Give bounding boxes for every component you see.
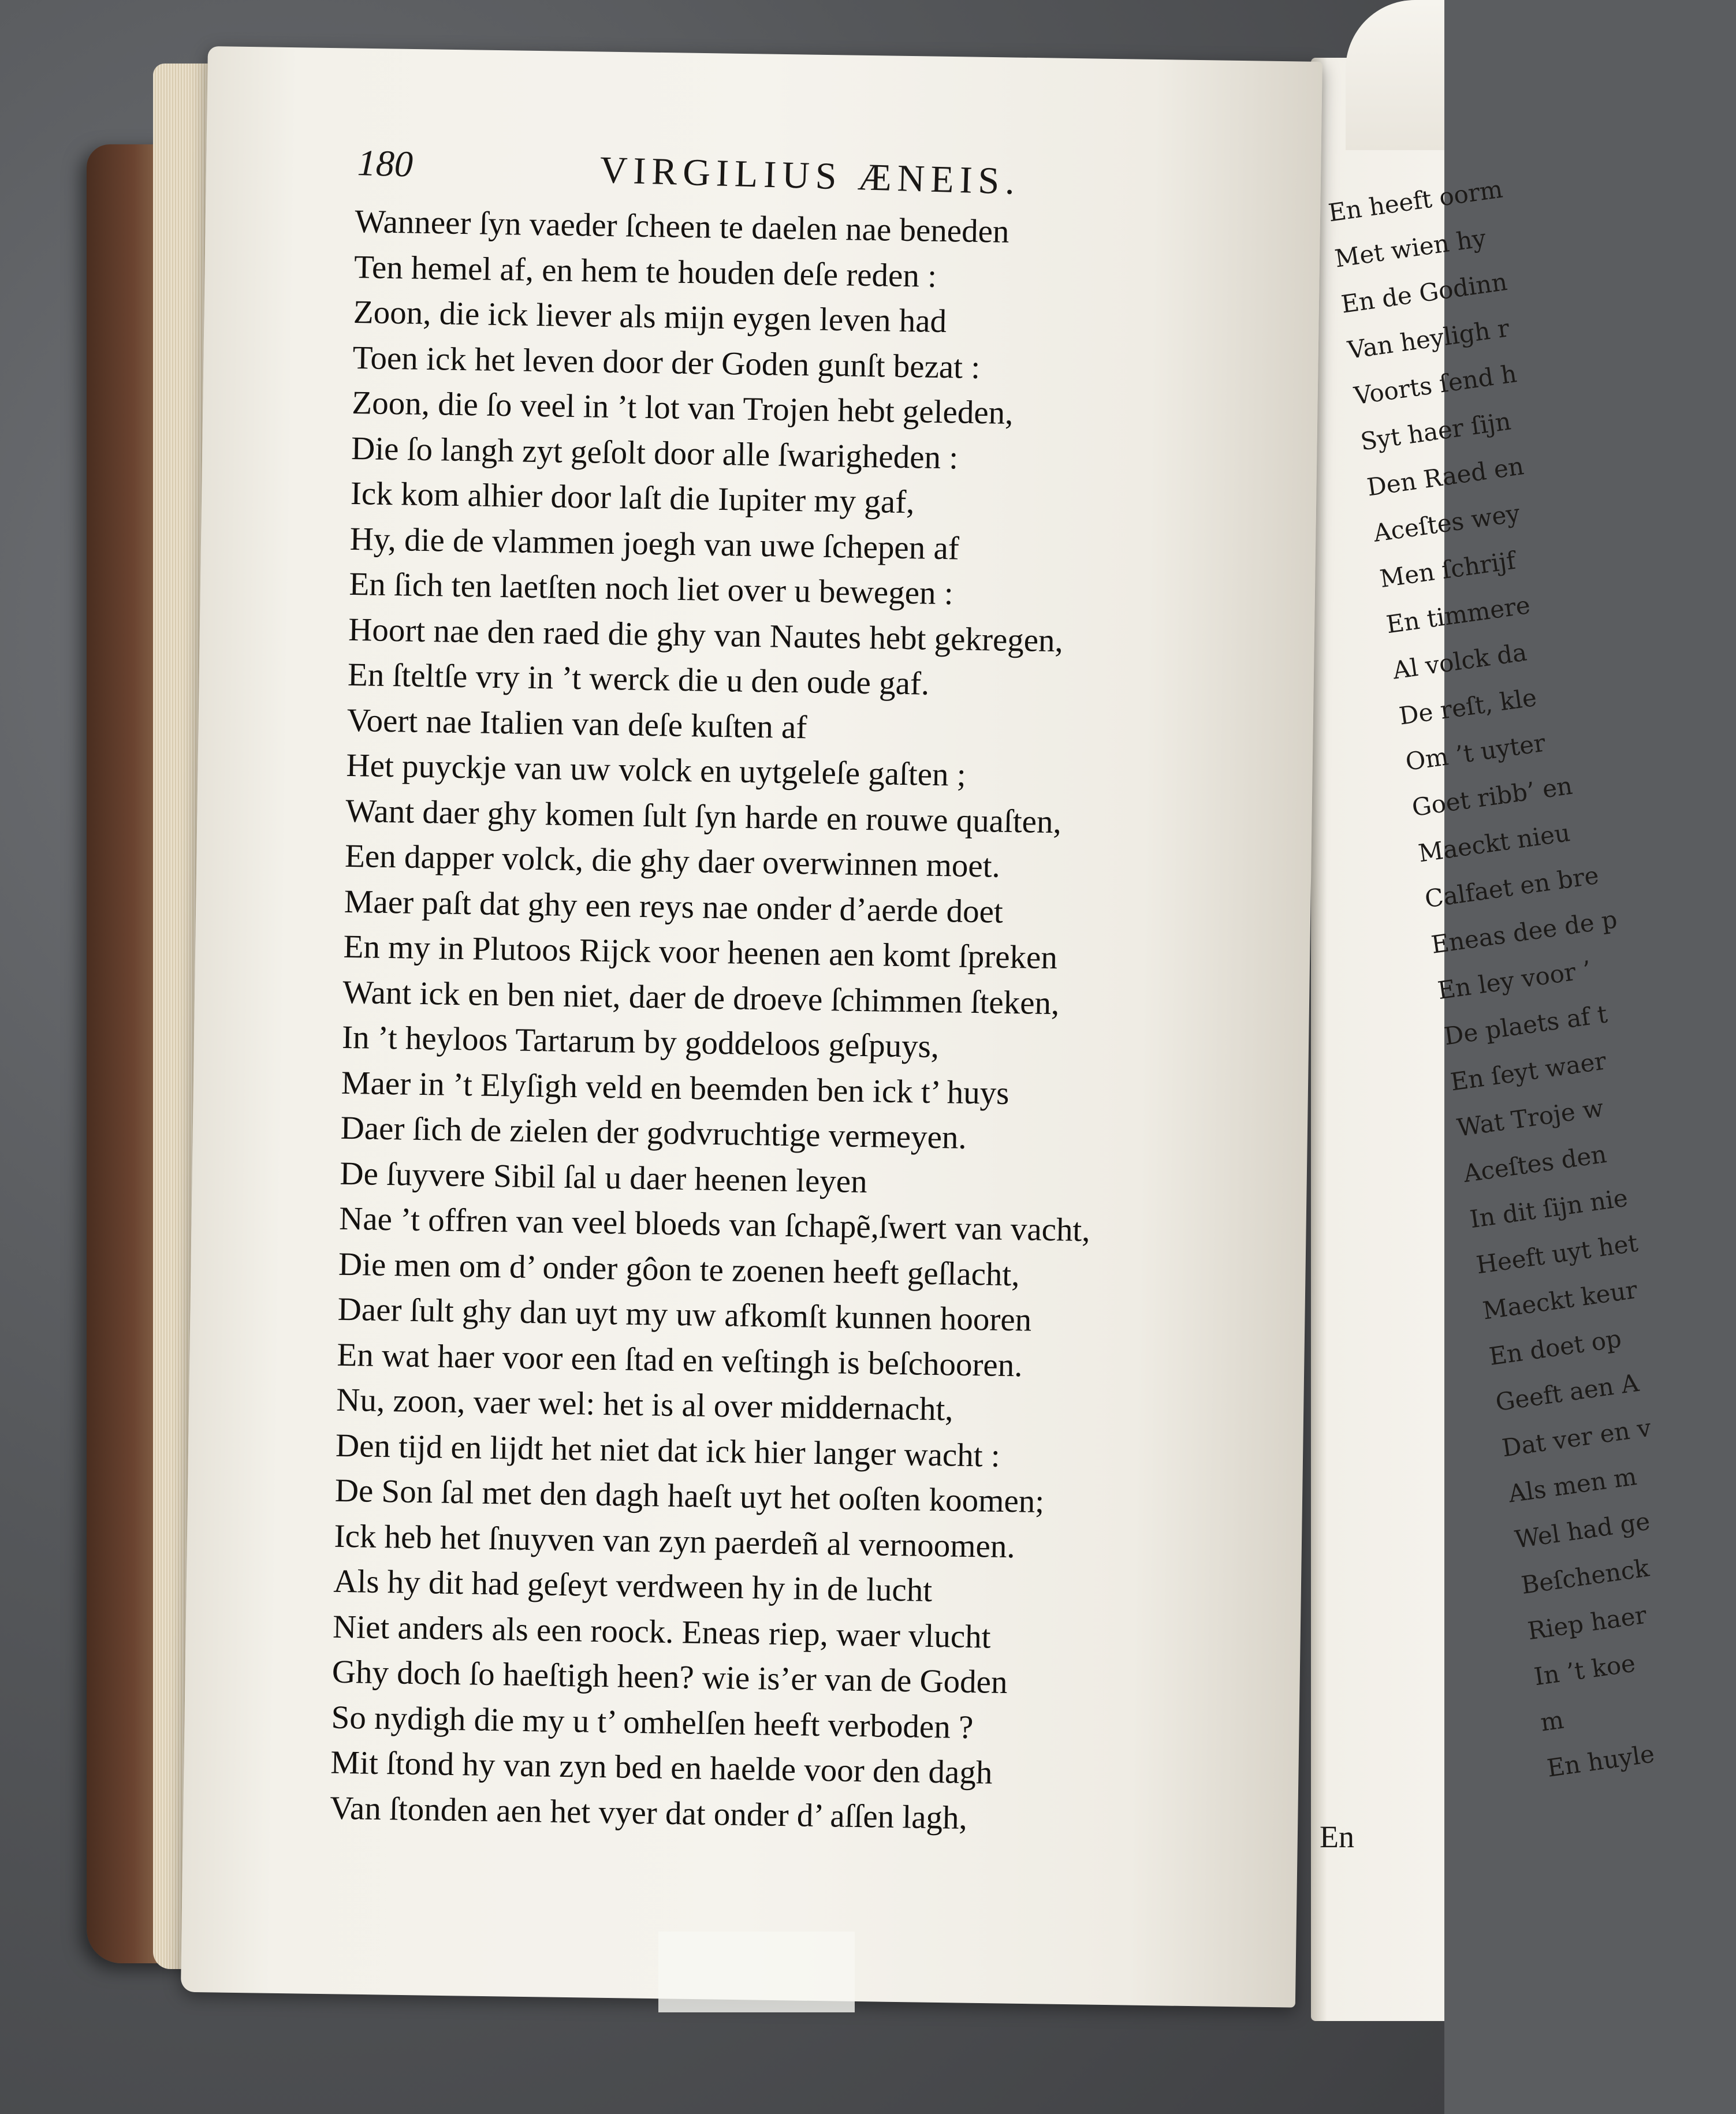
right-page-line: Men ſchrijf (1378, 546, 1518, 594)
right-page-line: Met wien hy (1333, 223, 1488, 273)
right-page-line: De plaets af t (1442, 1000, 1610, 1051)
verse-line: Het puyckje van uw volck en uytgeleſe gaſten ; (346, 747, 967, 793)
right-page-line: Beſchenck (1519, 1553, 1651, 1600)
right-page-line: In dit ſijn nie (1468, 1183, 1630, 1234)
running-title: VIRGILIUS ÆNEIS. (599, 148, 1021, 203)
right-page-line: Voorts ſend h (1352, 359, 1519, 411)
right-page-line: Geeft aen A (1493, 1368, 1641, 1417)
verse-line: Maer in ’t Elyſigh veld en beemden ben ick t’ huys (341, 1064, 1009, 1112)
verse-line: Ten hemel af, en hem te houden deſe reden : (353, 248, 937, 294)
verse-line: Nu, zoon, vaer wel: het is al over middernacht, (336, 1381, 954, 1428)
paper-patch (658, 1932, 855, 2012)
right-page-line: Aceſtes den (1461, 1139, 1608, 1188)
verse-line: En ſich ten laetſten noch liet over u bewegen : (349, 565, 954, 612)
verse-line: So nydigh die my u t’ omhelſen heeft verboden ? (331, 1699, 974, 1746)
right-page-line: Van heyligh r (1346, 314, 1511, 365)
verse-line: Mit ſtond hy van zyn bed en haelde voor den dagh (330, 1744, 993, 1791)
verse-line: Daer ſult ghy dan uyt my uw afkomſt kunnen hooren (337, 1291, 1032, 1339)
verse-line: Niet anders als een roock. Eneas riep, waer vlucht (332, 1608, 992, 1656)
verse-line: Hoort nae den raed die ghy van Nautes hebt gekregen, (348, 611, 1064, 659)
verse-line: Als hy dit had geſeyt verdween hy in de lucht (333, 1563, 933, 1609)
right-page-line: En huyle (1545, 1739, 1656, 1783)
page-number: 180 (356, 141, 413, 185)
right-page-line: Syt haer ſijn (1358, 407, 1513, 456)
right-page-line: Wel had ge (1513, 1507, 1652, 1554)
right-page-line: Maeckt keur (1481, 1275, 1640, 1325)
right-page-line: Riep haer (1526, 1600, 1649, 1646)
verse-line: Een dapper volck, die ghy daer overwinnen moet. (344, 837, 1001, 885)
right-page-line: Den Raed en (1365, 452, 1526, 502)
verse-line: Nae ’t offren van veel bloeds van ſchapẽ,ſwert van vacht, (338, 1200, 1091, 1249)
verse-line: De Son ſal met den dagh haeſt uyt het ooſten koomen; (334, 1472, 1045, 1520)
right-page-line: En doet op (1487, 1324, 1623, 1371)
right-page-line: En timmere (1384, 590, 1532, 639)
verse-line: Zoon, die ick liever als mijn eygen leven had (353, 293, 947, 340)
verse-line: Ick kom alhier door laſt die Iupiter my gaf, (350, 475, 915, 521)
verse-line: Hy, die de vlammen joegh van uwe ſchepen af (349, 520, 960, 566)
verse-line: Die men om d’ onder gôon te zoenen heeft geſlacht, (338, 1246, 1020, 1293)
right-page-line: m (1538, 1705, 1566, 1737)
right-page-line: Wat Troje w (1455, 1093, 1605, 1142)
verse-line: In ’t heyloos Tartarum by goddeloos geſpuys, (341, 1019, 940, 1065)
right-page-line: Eneas dee de p (1429, 905, 1619, 959)
right-page-line: Heeft uyt het (1474, 1228, 1640, 1280)
right-page-line: Calfaet en bre (1423, 860, 1601, 914)
verse-line: Wanneer ſyn vaeder ſcheen te daelen nae beneden (354, 203, 1009, 250)
catchword: En (1320, 1820, 1354, 1854)
right-page-line: En ſeyt waer (1448, 1046, 1608, 1097)
verse-line: Daer ſich de zielen der godvruchtige vermeyen. (340, 1109, 967, 1156)
right-page-line: En ley voor ’ (1436, 955, 1593, 1005)
right-page-line: De reſt, kle (1397, 683, 1538, 730)
verse-line: Den tijd en lijdt het niet dat ick hier langer wacht : (335, 1427, 1001, 1474)
verse-line: De ſuyvere Sibil ſal u daer heenen leyen (340, 1155, 868, 1200)
right-page-line: Om ’t uyter (1403, 728, 1547, 777)
verse-line: Toen ick het leven door der Goden gunſt bezat : (352, 339, 981, 386)
verse-line: En my in Plutoos Rijck voor heenen aen komt ſpreken (343, 928, 1058, 976)
verse-line: Die ſo langh zyt geſolt door alle ſwarigheden : (351, 430, 959, 476)
right-page-line: Aceſtes wey (1372, 498, 1522, 547)
right-page-line: Maeckt nieu (1416, 818, 1572, 868)
verse-line: En wat haer voor een ſtad en veſtingh is beſchooren. (337, 1336, 1023, 1384)
verse-line: Zoon, die ſo veel in ’t lot van Trojen hebt geleden, (351, 384, 1014, 431)
right-page-line: Als men m (1506, 1461, 1639, 1508)
verse-line: Voert nae Italien van deſe kuſten af (347, 702, 807, 745)
right-page-line: Goet ribb’ en (1410, 771, 1574, 822)
verse-line: Want ick en ben niet, daer de droeve ſchimmen ſteken, (342, 974, 1060, 1021)
verse-line: Ghy doch ſo haeſtigh heen? wie is’er van de Goden (331, 1653, 1008, 1701)
verse-line: Ick heb het ſnuyven van zyn paerdeñ al vernoomen. (334, 1518, 1016, 1565)
right-page-line: En heeft oorm (1327, 174, 1505, 228)
verse-line: En ſteltſe vry in ’t werck die u den oude gaf. (347, 656, 930, 702)
right-page-line: In ’t koe (1532, 1649, 1637, 1691)
right-page-line: En de Godinn (1339, 267, 1509, 319)
right-page-line: Dat ver en v (1500, 1413, 1653, 1463)
verse-text (330, 199, 1325, 1846)
verse-line: Want daer ghy komen ſult ſyn harde en rouwe quaſten, (345, 792, 1062, 840)
verse-line: Maer paſt dat ghy een reys nae onder d’aerde doet (344, 883, 1004, 930)
verse-line: Van ſtonden aen het vyer dat onder d’ aſſen lagh, (329, 1789, 968, 1836)
right-page-line: Al volck da (1391, 637, 1529, 685)
